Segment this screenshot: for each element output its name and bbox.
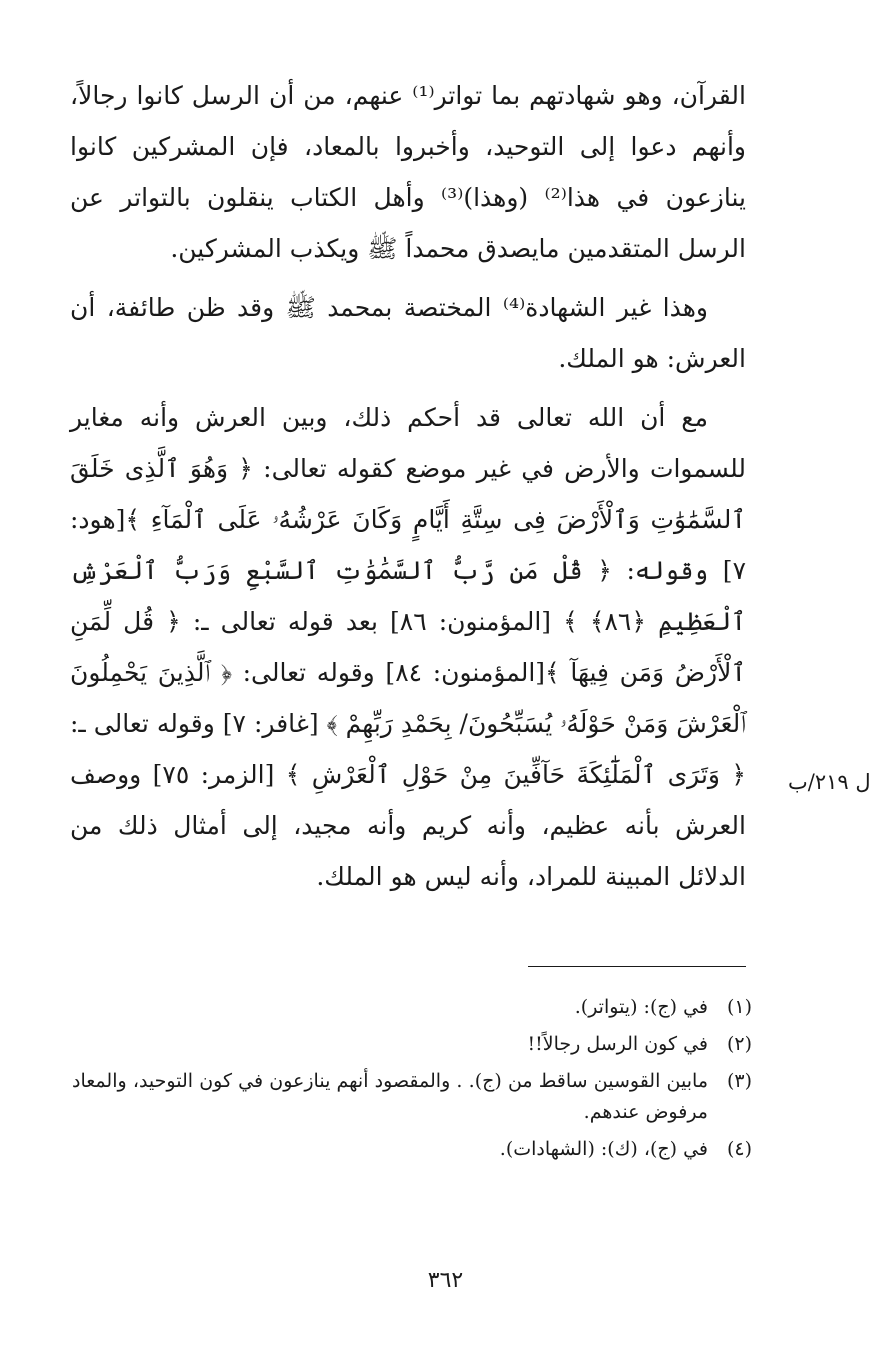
footnote-item: [72, 1134, 752, 1165]
main-text: [70, 70, 746, 910]
page-number: ٣٦٢: [427, 1268, 464, 1293]
footnote-text: في كون الرسل رجالاً!!: [527, 1033, 708, 1055]
footnote-text: في (ج): (يتواتر).: [574, 996, 708, 1018]
paragraph-1: القرآن، وهو شهادتهم بما تواتر⁽¹⁾ عنهم، من أن الرسل كانوا رجالاً، وأنهم دعوا إلى التوحيد، وأخبروا بالمعاد، فإن المشركين كانوا ينازعون في هذا⁽²⁾ (وهذا)⁽³⁾ وأهل الكتاب ينقلون بالتواتر عن الرسل المتقدمين مايصدق محمداً ﷺ ويكذب المشركين.: [70, 81, 746, 263]
footnote-text: مابين القوسين ساقط من (ج). . والمقصود أنهم ينازعون في كون التوحيد، والمعاد مرفوض عندهم.: [72, 1070, 708, 1123]
footnote-number: (١): [726, 996, 752, 1018]
footnote-item: [72, 1029, 752, 1060]
footnote-text: في (ج)، (ك): (الشهادات).: [499, 1138, 708, 1160]
paragraph-2: وهذا غير الشهادة⁽⁴⁾ المختصة بمحمد ﷺ وقد ظن طائفة، أن العرش: هو الملك.: [70, 293, 746, 373]
manuscript-margin-note: ل ٢١٩/ب: [788, 770, 871, 794]
footnote-number: (٢): [726, 1033, 752, 1055]
footnote-number: (٣): [726, 1070, 752, 1092]
footnote-separator: [528, 966, 746, 967]
footnote-number: (٤): [726, 1138, 752, 1160]
footnote-item: [72, 1066, 752, 1128]
paragraph-3: مع أن الله تعالى قد أحكم ذلك، وبين العرش وأنه مغاير للسموات والأرض في غير موضع كقوله تعالى: ﴿ وَهُوَ ٱلَّذِى خَلَقَ ٱلسَّمَٰوَٰتِ وَٱلْأَرْضَ فِى سِتَّةِ أَيَّامٍ وَكَانَ عَرْشُهُۥ عَلَى ٱلْمَآءِ ﴾[هود: ٧] وقوله: ﴿ قُلْ مَن رَّبُّ ٱلسَّمَٰوَٰتِ ٱلسَّبْعِ وَرَبُّ ٱلْعَرْشِ ٱلْعَظِيمِ ﴿٨٦﴾ ﴾ [المؤمنون: ٨٦] بعد قوله تعالى ـ: ﴿ قُل لِّمَنِ ٱلْأَرْضُ وَمَن فِيهَآ ﴾[المؤمنون: ٨٤] وقوله تعالى: ﴿ ٱلَّذِينَ يَحْمِلُونَ ٱلْعَرْشَ وَمَنْ حَوْلَهُۥ يُسَبِّحُونَ/ بِحَمْدِ رَبِّهِمْ ﴾ [غافر: ٧] وقوله تعالى ـ: ﴿ وَتَرَى ٱلْمَلَٰٓئِكَةَ حَآفِّينَ مِنْ حَوْلِ ٱلْعَرْشِ ﴾ [الزمر: ٧٥] ووصف العرش بأنه عظيم، وأنه كريم وأنه مجيد، إلى أمثال ذلك من الدلائل المبينة للمراد، وأنه ليس هو الملك.: [70, 403, 747, 891]
footnotes: [72, 992, 752, 1171]
footnote-item: [72, 992, 752, 1023]
